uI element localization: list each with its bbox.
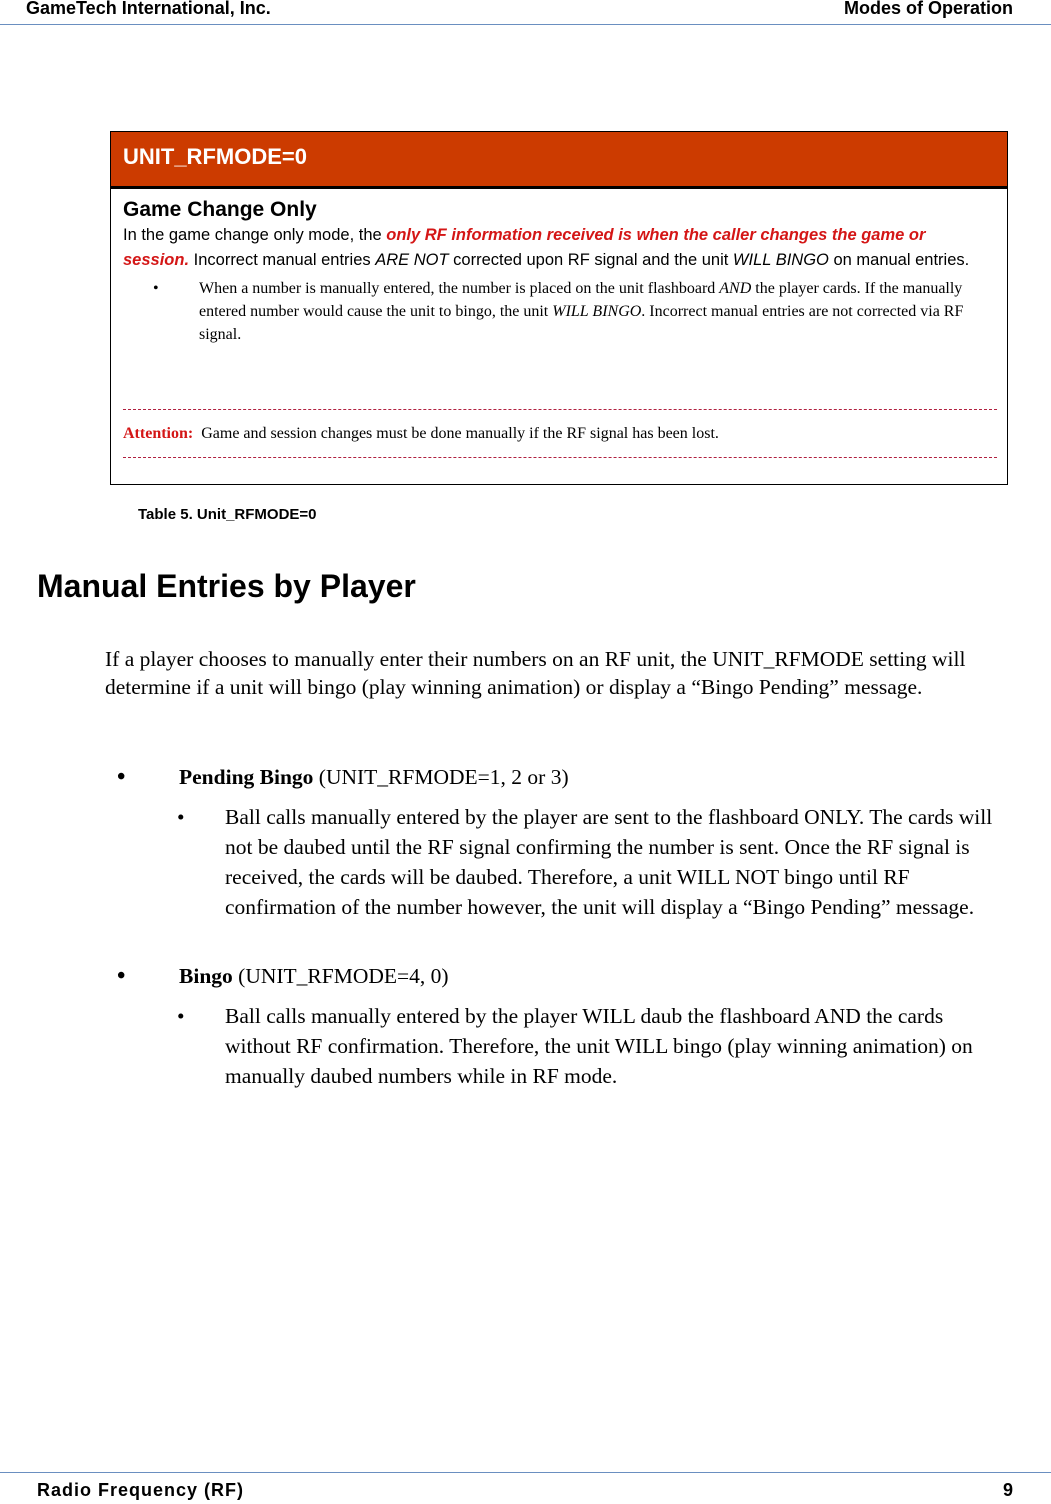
attention-note [123, 425, 719, 443]
bullet: • [117, 963, 126, 989]
mode-list [123, 277, 995, 346]
header-company: GameTech International, Inc. [26, 0, 271, 18]
attention-divider-bottom [123, 457, 997, 458]
intro-emphasis: ARE NOT [375, 251, 449, 269]
item-text: When a number is manually entered, the number is placed on the unit flashboard [199, 280, 720, 297]
attention-label: Attention: [123, 425, 194, 442]
table-caption: Table 5. Unit_RFMODE=0 [138, 506, 317, 523]
table-title: UNIT_RFMODE=0 [111, 132, 1007, 189]
rfmode-table [110, 131, 1008, 485]
section-title: Manual Entries by Player [37, 568, 416, 604]
item-heading [179, 763, 569, 791]
page-header [0, 0, 1051, 25]
sub-item-bingo [177, 1001, 1012, 1091]
page-number: 9 [1002, 1480, 1013, 1500]
footer-chapter: Radio Frequency (RF) [37, 1480, 245, 1500]
item-label: Bingo [179, 964, 233, 988]
item-detail: (UNIT_RFMODE=1, 2 or 3) [313, 765, 569, 789]
item-text: . Incorrect manual entries are not corrected via RF signal. [199, 303, 964, 343]
attention-divider-top [123, 409, 997, 410]
sub-item-text: Ball calls manually entered by the player are sent to the flashboard ONLY. The cards will not be daubed until the RF signal confirming the number is sent. Once the RF signal is received, the cards will be daubed. Therefore, a unit WILL NOT bingo until RF confirmation of the number however, the unit will display a “Bingo Pending” message. [225, 805, 993, 919]
item-detail: (UNIT_RFMODE=4, 0) [232, 964, 449, 988]
item-emphasis: WILL BINGO [552, 303, 642, 320]
intro-emphasis: WILL BINGO [732, 251, 829, 269]
section-paragraph: If a player chooses to manually enter their numbers on an RF unit, the UNIT_RFMODE setting will determine if a unit will bingo (play winning animation) or display a “Bingo Pending” message. [105, 647, 966, 699]
intro-text: corrected upon RF signal and the unit [448, 251, 733, 269]
sub-item-pending-bingo [177, 802, 1012, 922]
intro-text: In the game change only mode, the [123, 226, 387, 244]
item-heading [179, 962, 449, 990]
table-body [111, 189, 1007, 346]
intro-text: on manual entries. [828, 251, 970, 269]
item-text: the player cards. If the manually entered number would cause the unit to bingo, the unit [199, 280, 963, 320]
page-footer [0, 1472, 1051, 1504]
item-label: Pending Bingo [179, 765, 314, 789]
intro-text: Incorrect manual entries [189, 251, 376, 269]
list-item [123, 277, 995, 346]
header-chapter: Modes of Operation [843, 0, 1013, 18]
bullet: • [117, 764, 126, 790]
intro-highlight: only RF information received is when the caller changes the game or session. [123, 226, 926, 269]
bullet: • [177, 1004, 185, 1028]
item-emphasis: AND [719, 280, 752, 297]
attention-text: Game and session changes must be done manually if the RF signal has been lost. [201, 425, 719, 442]
mode-heading: Game Change Only [123, 198, 317, 221]
sub-item-text: Ball calls manually entered by the player WILL daub the flashboard AND the cards without RF confirmation. Therefore, the unit WILL bingo (play winning animation) on manually daubed numbers while in RF mode. [225, 1004, 973, 1088]
mode-description [123, 223, 995, 273]
bullet: • [153, 280, 159, 297]
bullet: • [177, 805, 185, 829]
